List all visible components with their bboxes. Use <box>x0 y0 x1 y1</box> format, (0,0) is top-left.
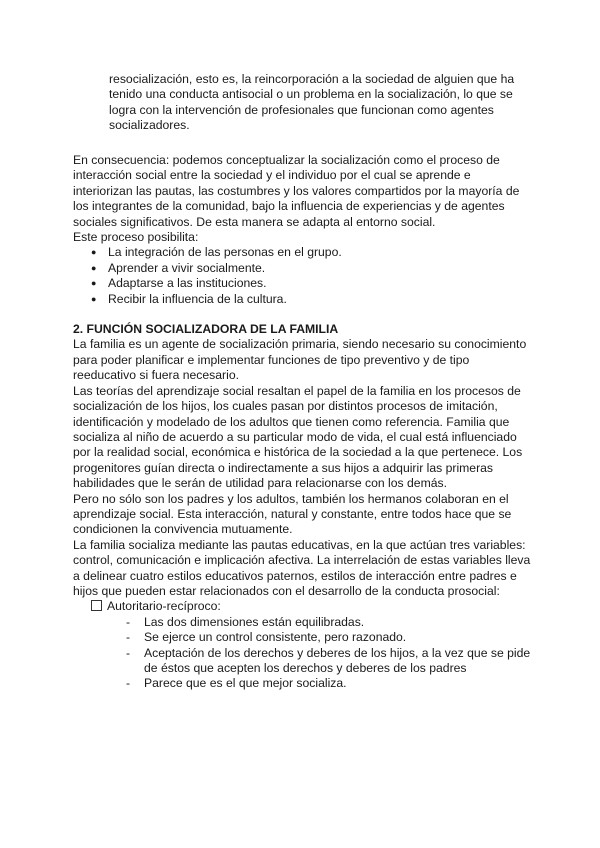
list-item: - Las dos dimensiones están equilibradas. <box>126 615 533 630</box>
intro-indented-text: resocialización, esto es, la reincorporación a la sociedad de alguien que ha tenido una conducta antisocial o un problema en la socialización, lo que se logra con la intervención de profesionales que funcionan como agentes socializadores. <box>109 72 515 133</box>
style-item <box>73 599 533 614</box>
list-item: ● Adaptarse a las instituciones. <box>91 276 533 291</box>
checkbox-icon <box>91 600 102 611</box>
section-paragraph: La familia socializa mediante las pautas educativas, en la que actúan tres variables: control, comunicación e implicación afectiva. La interrelación de estas variables lleva a delinear cuatro estilos educativos paternos, estilos de interacción entre padres e hijos que pueden estar relacionados con el desarrollo de la conducta prosocial: <box>73 537 531 598</box>
section-paragraph: Las teorías del aprendizaje social resaltan el papel de la familia en los procesos de socialización de los hijos, los cuales pasan por distintos procesos de imitación, identificación y modelado de los adultos que tienen como referencia. Familia que socializa al niño de acuerdo a su particular modo de vida, el cual está influenciado por la realidad social, económica e histórica de la sociedad a la que pertenece. Los progenitores guían directa o indirectamente a sus hijos a adquirir las primeras habilidades que le serán de utilidad para relacionarse con los demás. <box>73 383 523 491</box>
main-content <box>73 153 533 692</box>
list-item: - Se ejerce un control consistente, pero razonado. <box>126 630 533 645</box>
proceso-lead: Este proceso posibilita: <box>73 230 199 245</box>
list-item: - Parece que es el que mejor socializa. <box>126 676 533 691</box>
section-paragraph: La familia es un agente de socialización primaria, siendo necesario su conocimiento para poder planificar e implementar funciones de tipo preventivo y de tipo reeducativo si fuera necesario. <box>73 337 527 383</box>
intro-indented-block <box>109 72 529 134</box>
section-paragraph: Pero no sólo son los padres y los adultos, también los hermanos colaboran en el aprendizaje social. Esta interacción, natural y constante, entre todos hace que se condicionen la convivencia mutuamente. <box>73 491 512 537</box>
style-points-list <box>73 615 533 692</box>
consecuencia-paragraph: En consecuencia: podemos conceptualizar la socialización como el proceso de interacción social entre la sociedad y el individuo por el cual se aprende e interiorizan las pautas, las costumbres y los valores compartidos por la mayoría de los integrantes de la comunidad, bajo la influencia de experiencias y de agentes sociales significativos. De esta manera se adapta al entorno social. <box>73 153 520 229</box>
list-item: ● La integración de las personas en el grupo. <box>91 245 533 260</box>
list-item: ● Aprender a vivir socialmente. <box>91 261 533 276</box>
style-item-label: Autoritario-recíproco: <box>107 599 221 614</box>
list-item: - Aceptación de los derechos y deberes de los hijos, a la vez que se pide de éstos que acepten los derechos y deberes de los padres <box>126 646 533 677</box>
bullet-list <box>73 245 533 307</box>
section-heading: 2. FUNCIÓN SOCIALIZADORA DE LA FAMILIA <box>73 322 339 337</box>
list-item: ● Recibir la influencia de la cultura. <box>91 292 533 307</box>
spacer <box>73 307 533 322</box>
